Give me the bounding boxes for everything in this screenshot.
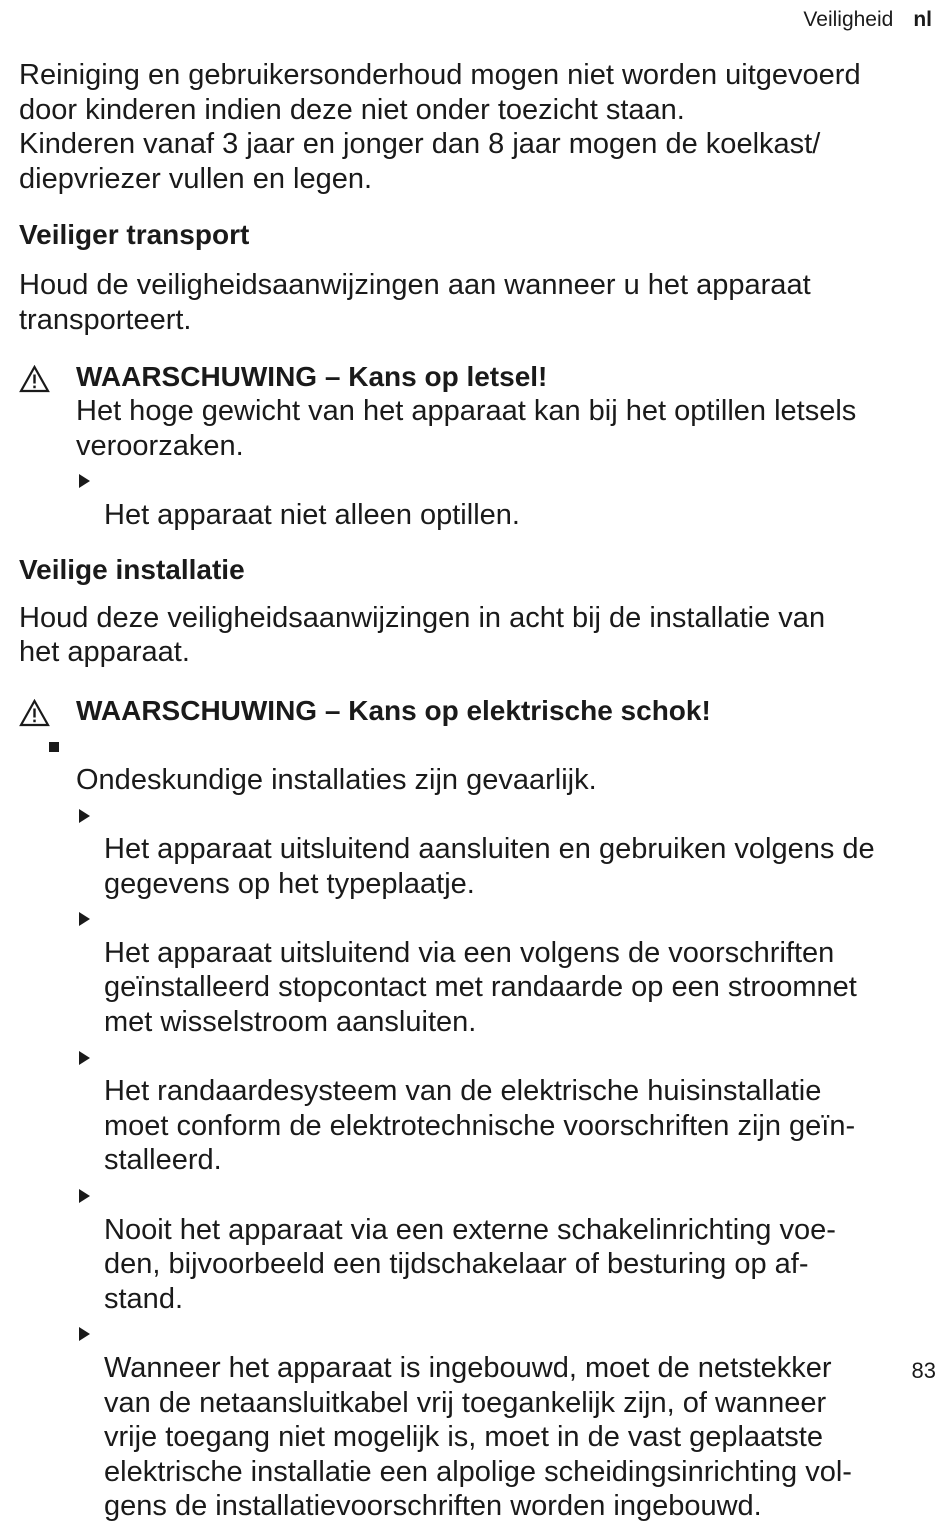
action-step (76, 1316, 939, 1524)
step-text: Nooit het apparaat via een externe schakelinrichting voe- den, bijvoorbeeld een tijdschakelaar of besturing op af- stand. (104, 1213, 836, 1315)
intro-paragraph: Reiniging en gebruikersonderhoud mogen niet worden uitgevoerd door kinderen indien deze niet onder toezicht staan. Kinderen vanaf 3 jaar en jonger dan 8 jaar mogen de koelkast/ diepvriezer vullen en legen. (19, 59, 861, 195)
warning-triangle-icon (19, 365, 50, 393)
transport-text: Houd de veiligheidsaanwijzingen aan wanneer u het apparaat transporteert. (19, 269, 811, 336)
action-step (76, 798, 939, 902)
step-text: Het apparaat niet alleen optillen. (104, 498, 520, 531)
warning-triangle-icon (19, 699, 50, 727)
arrow-right-icon (79, 1189, 90, 1203)
action-step (76, 463, 939, 532)
arrow-right-icon (79, 912, 90, 926)
arrow-right-icon (79, 809, 90, 823)
bullet-item (76, 728, 939, 797)
installation-text: Houd deze veiligheidsaanwijzingen in acht bij de installatie van het apparaat. (19, 601, 826, 669)
transport-heading: Veiliger transport (19, 219, 250, 251)
language-code: nl (913, 8, 932, 31)
action-step (76, 1178, 939, 1316)
warning-title: WAARSCHUWING – Kans op letsel! (76, 360, 548, 392)
action-step (76, 901, 939, 1039)
warning-text: Het hoge gewicht van het apparaat kan bij het optillen letsels veroorzaken. (76, 395, 857, 462)
page-header (803, 8, 932, 32)
installation-heading: Veilige installatie (19, 553, 245, 585)
page-number: 83 (911, 1358, 936, 1383)
arrow-right-icon (79, 1327, 90, 1341)
installation-warning (19, 694, 939, 1524)
step-text: Wanneer het apparaat is ingebouwd, moet de netstekker van de netaansluitkabel vrij toegankelijk zijn, of wanneer vrije toegang niet mogelijk is, moet in de vast geplaatste elektrische installatie een alpolige scheidingsinrichting vol- gens de installatievoorschriften worden ingebouwd. (104, 1352, 852, 1523)
action-step (76, 1040, 939, 1178)
arrow-right-icon (79, 1051, 90, 1065)
transport-warning (19, 360, 939, 533)
square-bullet-icon (49, 742, 59, 752)
section-title: Veiligheid (803, 8, 894, 31)
bullet-text: Ondeskundige installaties zijn gevaarlijk. (76, 763, 597, 796)
step-text: Het apparaat uitsluitend via een volgens de voorschriften geïnstalleerd stopcontact met randaarde op een stroomnet met wisselstroom aansluiten. (104, 936, 857, 1039)
arrow-right-icon (79, 474, 90, 488)
warning-title: WAARSCHUWING – Kans op elektrische schok! (76, 694, 711, 726)
page-content (19, 58, 939, 1524)
step-text: Het apparaat uitsluitend aansluiten en gebruiken volgens de gegevens op het typeplaatje. (104, 833, 875, 900)
step-text: Het randaardesysteem van de elektrische huisinstallatie moet conform de elektrotechnische voorschriften zijn geïn- stalleerd. (104, 1075, 856, 1177)
